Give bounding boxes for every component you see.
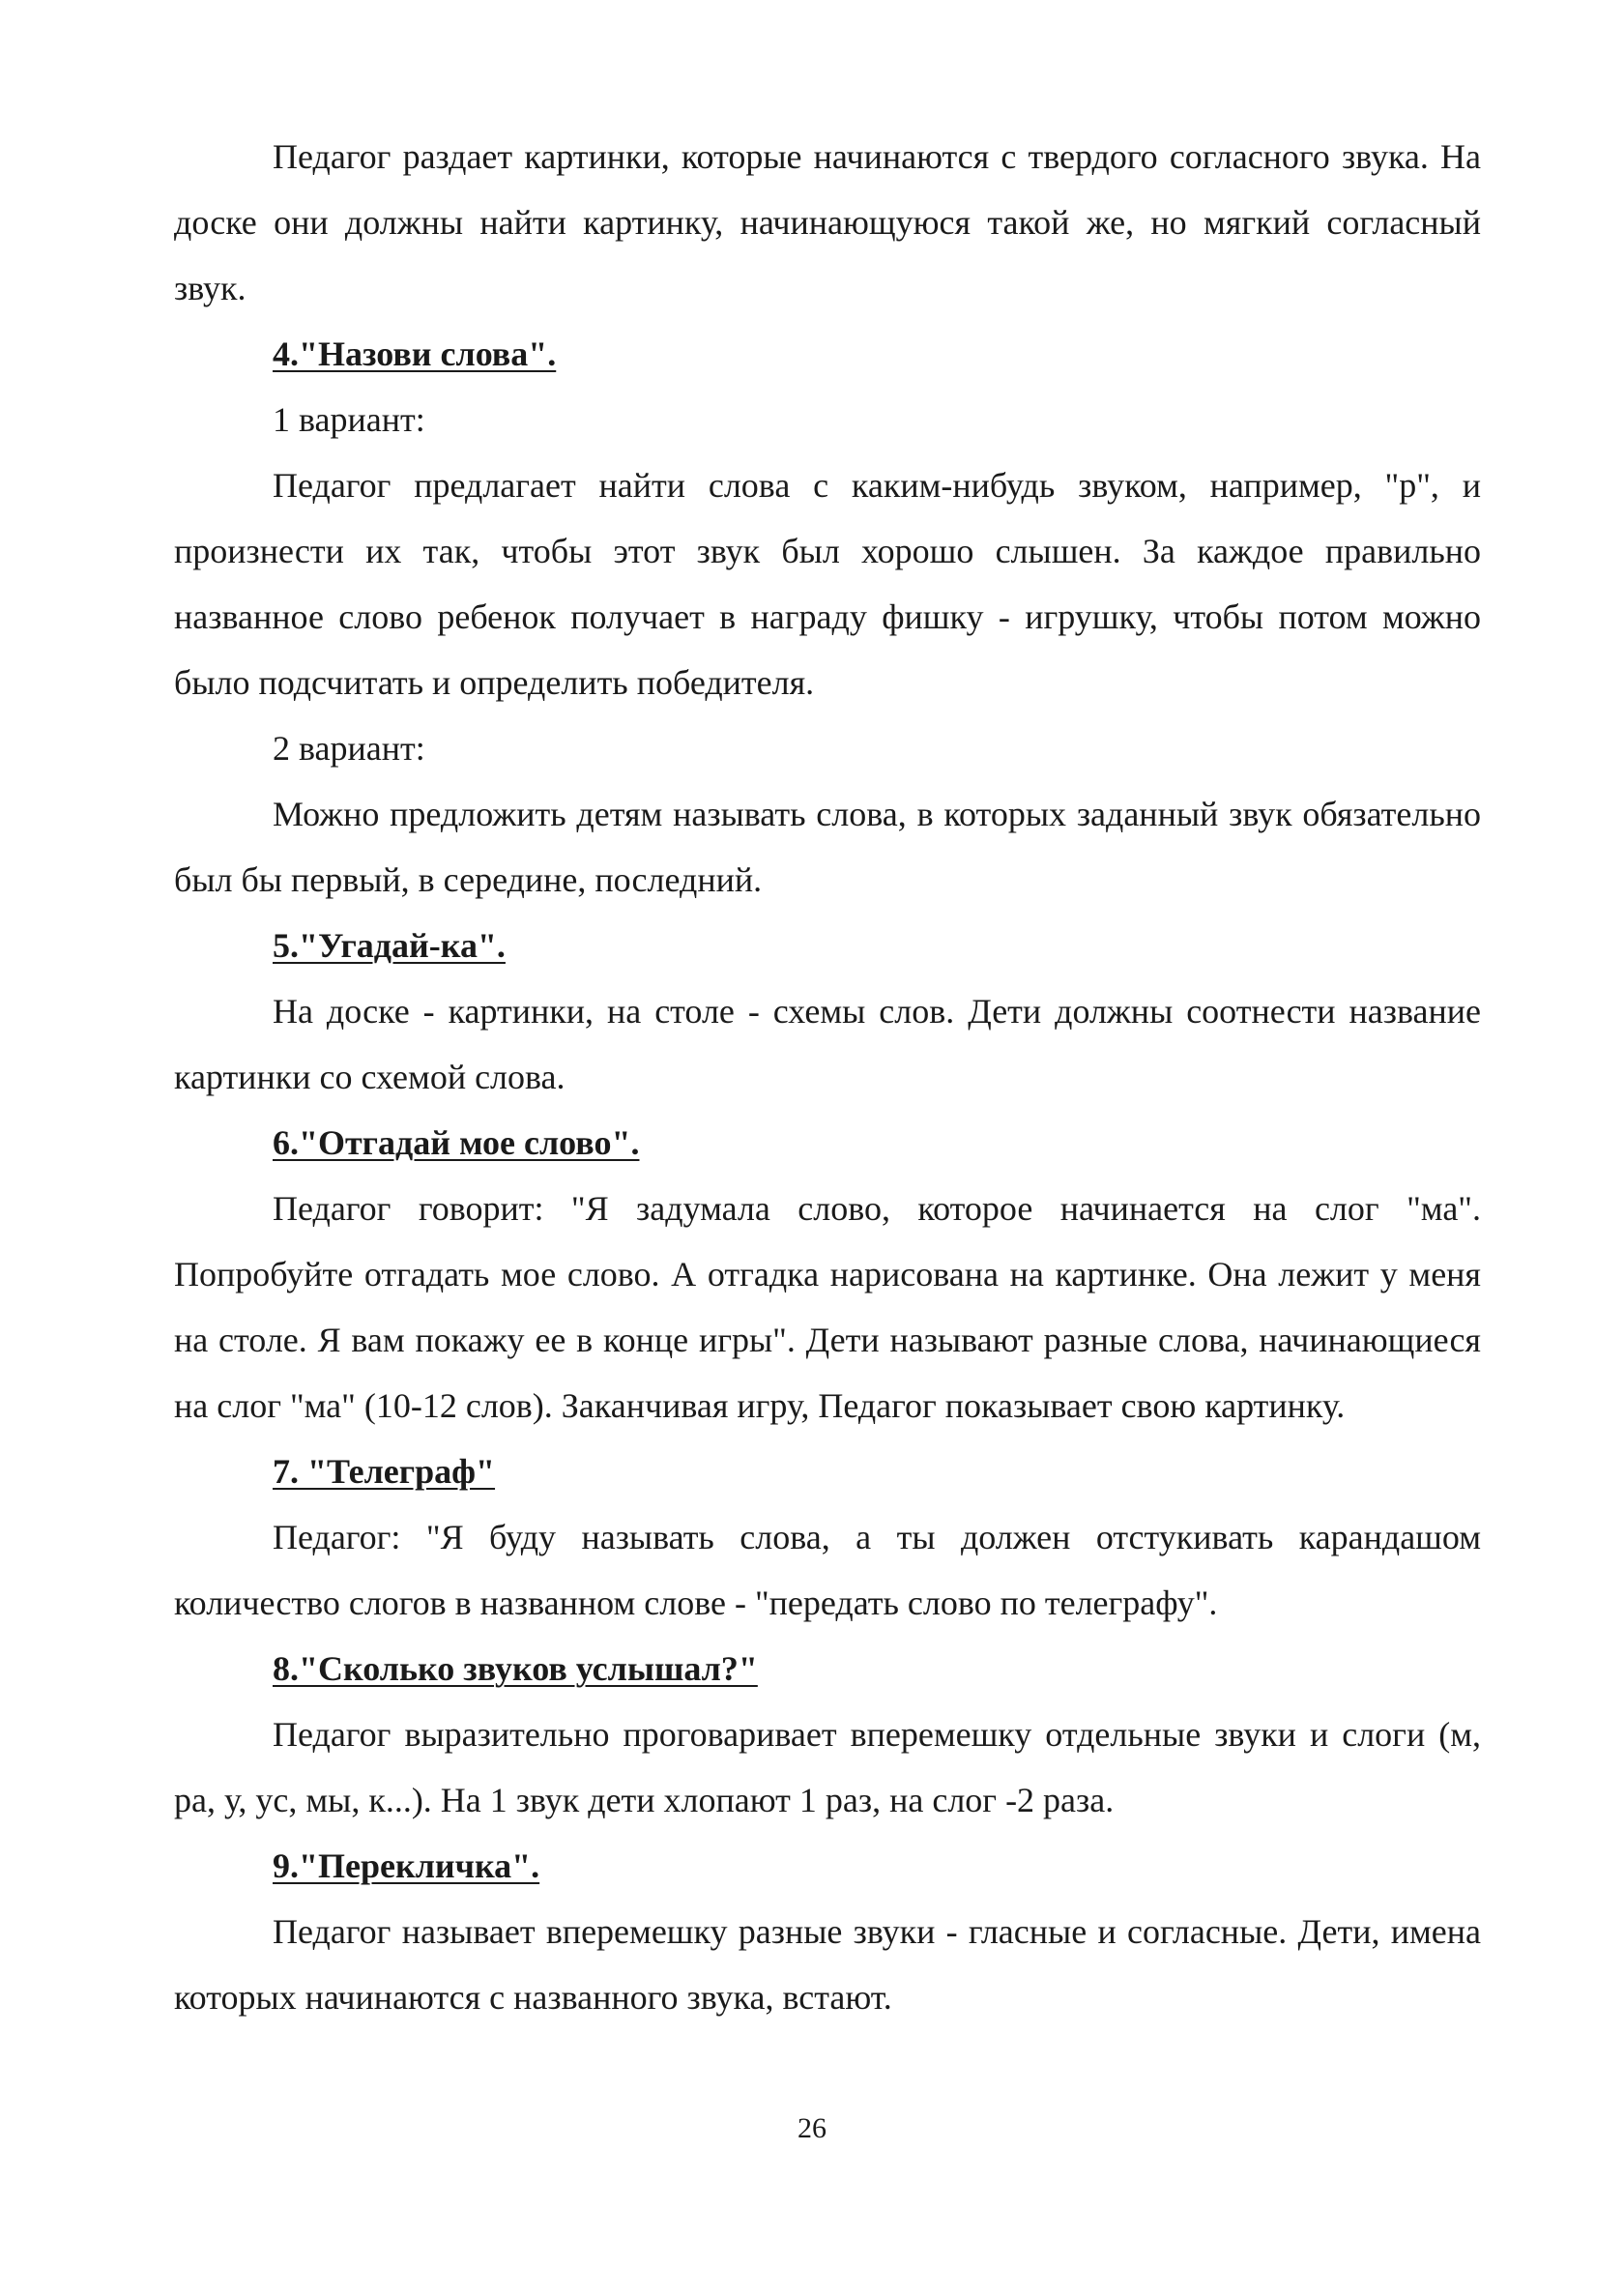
game-4-variant-2-text: Можно предложить детям называть слова, в которых заданный звук обязательно был бы первый, в середине, последний. [174,795,1481,899]
game-7-heading [174,1439,1481,1504]
document-body [174,124,1481,2030]
game-5-text: На доске - картинки, на столе - схемы слов. Дети должны соотнести название картинки со схемой слова. [174,992,1481,1096]
game-6-title: 6."Отгадай мое слово". [273,1123,640,1162]
page-number: 26 [798,2112,826,2144]
game-6-heading [174,1110,1481,1176]
game-8-text: Педагог выразительно проговаривает вперемешку отдельные звуки и слоги (м, ра, у, ус, мы, к...). На 1 звук дети хлопают 1 раз, на слог -2 раза. [174,1715,1481,1819]
game-4-variant-1-label: 1 вариант: [273,400,425,439]
game-7-text: Педагог: "Я буду называть слова, а ты должен отстукивать карандашом количество слогов в названном слове - "передать слово по телеграфу". [174,1518,1481,1622]
game-8-heading [174,1636,1481,1701]
game-6-text: Педагог говорит: "Я задумала слово, которое начинается на слог "ма". Попробуйте отгадать мое слово. А отгадка нарисована на картинке. Она лежит у меня на столе. Я вам покажу ее в конце игры". Дети называют разные слова, начинающиеся на слог "ма" (10-12 слов). Заканчивая игру, Педагог показывает свою картинку. [174,1189,1481,1425]
intro-paragraph: Педагог раздает картинки, которые начинаются с твердого согласного звука. На доске они должны найти картинку, начинающуюся такой же, но мягкий согласный звук. [174,137,1481,307]
game-9-heading [174,1833,1481,1899]
game-4-title: 4."Назови слова". [273,334,557,373]
game-7-title: 7. "Телеграф" [273,1452,496,1491]
game-4-variant-1-text: Педагог предлагает найти слова с каким-нибудь звуком, например, "р", и произнести их так, чтобы этот звук был хорошо слышен. За каждое правильно названное слово ребенок получает в награду фишку - игрушку, чтобы потом можно было подсчитать и определить победителя. [174,466,1481,702]
game-5-heading [174,913,1481,978]
game-9-text: Педагог называет вперемешку разные звуки - гласные и согласные. Дети, имена которых начинаются с названного звука, встают. [174,1912,1481,2017]
game-4-heading [174,321,1481,387]
game-4-variant-2-label: 2 вариант: [273,729,425,768]
game-5-title: 5."Угадай-ка". [273,926,506,965]
game-8-title: 8."Сколько звуков услышал?" [273,1649,758,1688]
game-9-title: 9."Перекличка". [273,1846,540,1885]
